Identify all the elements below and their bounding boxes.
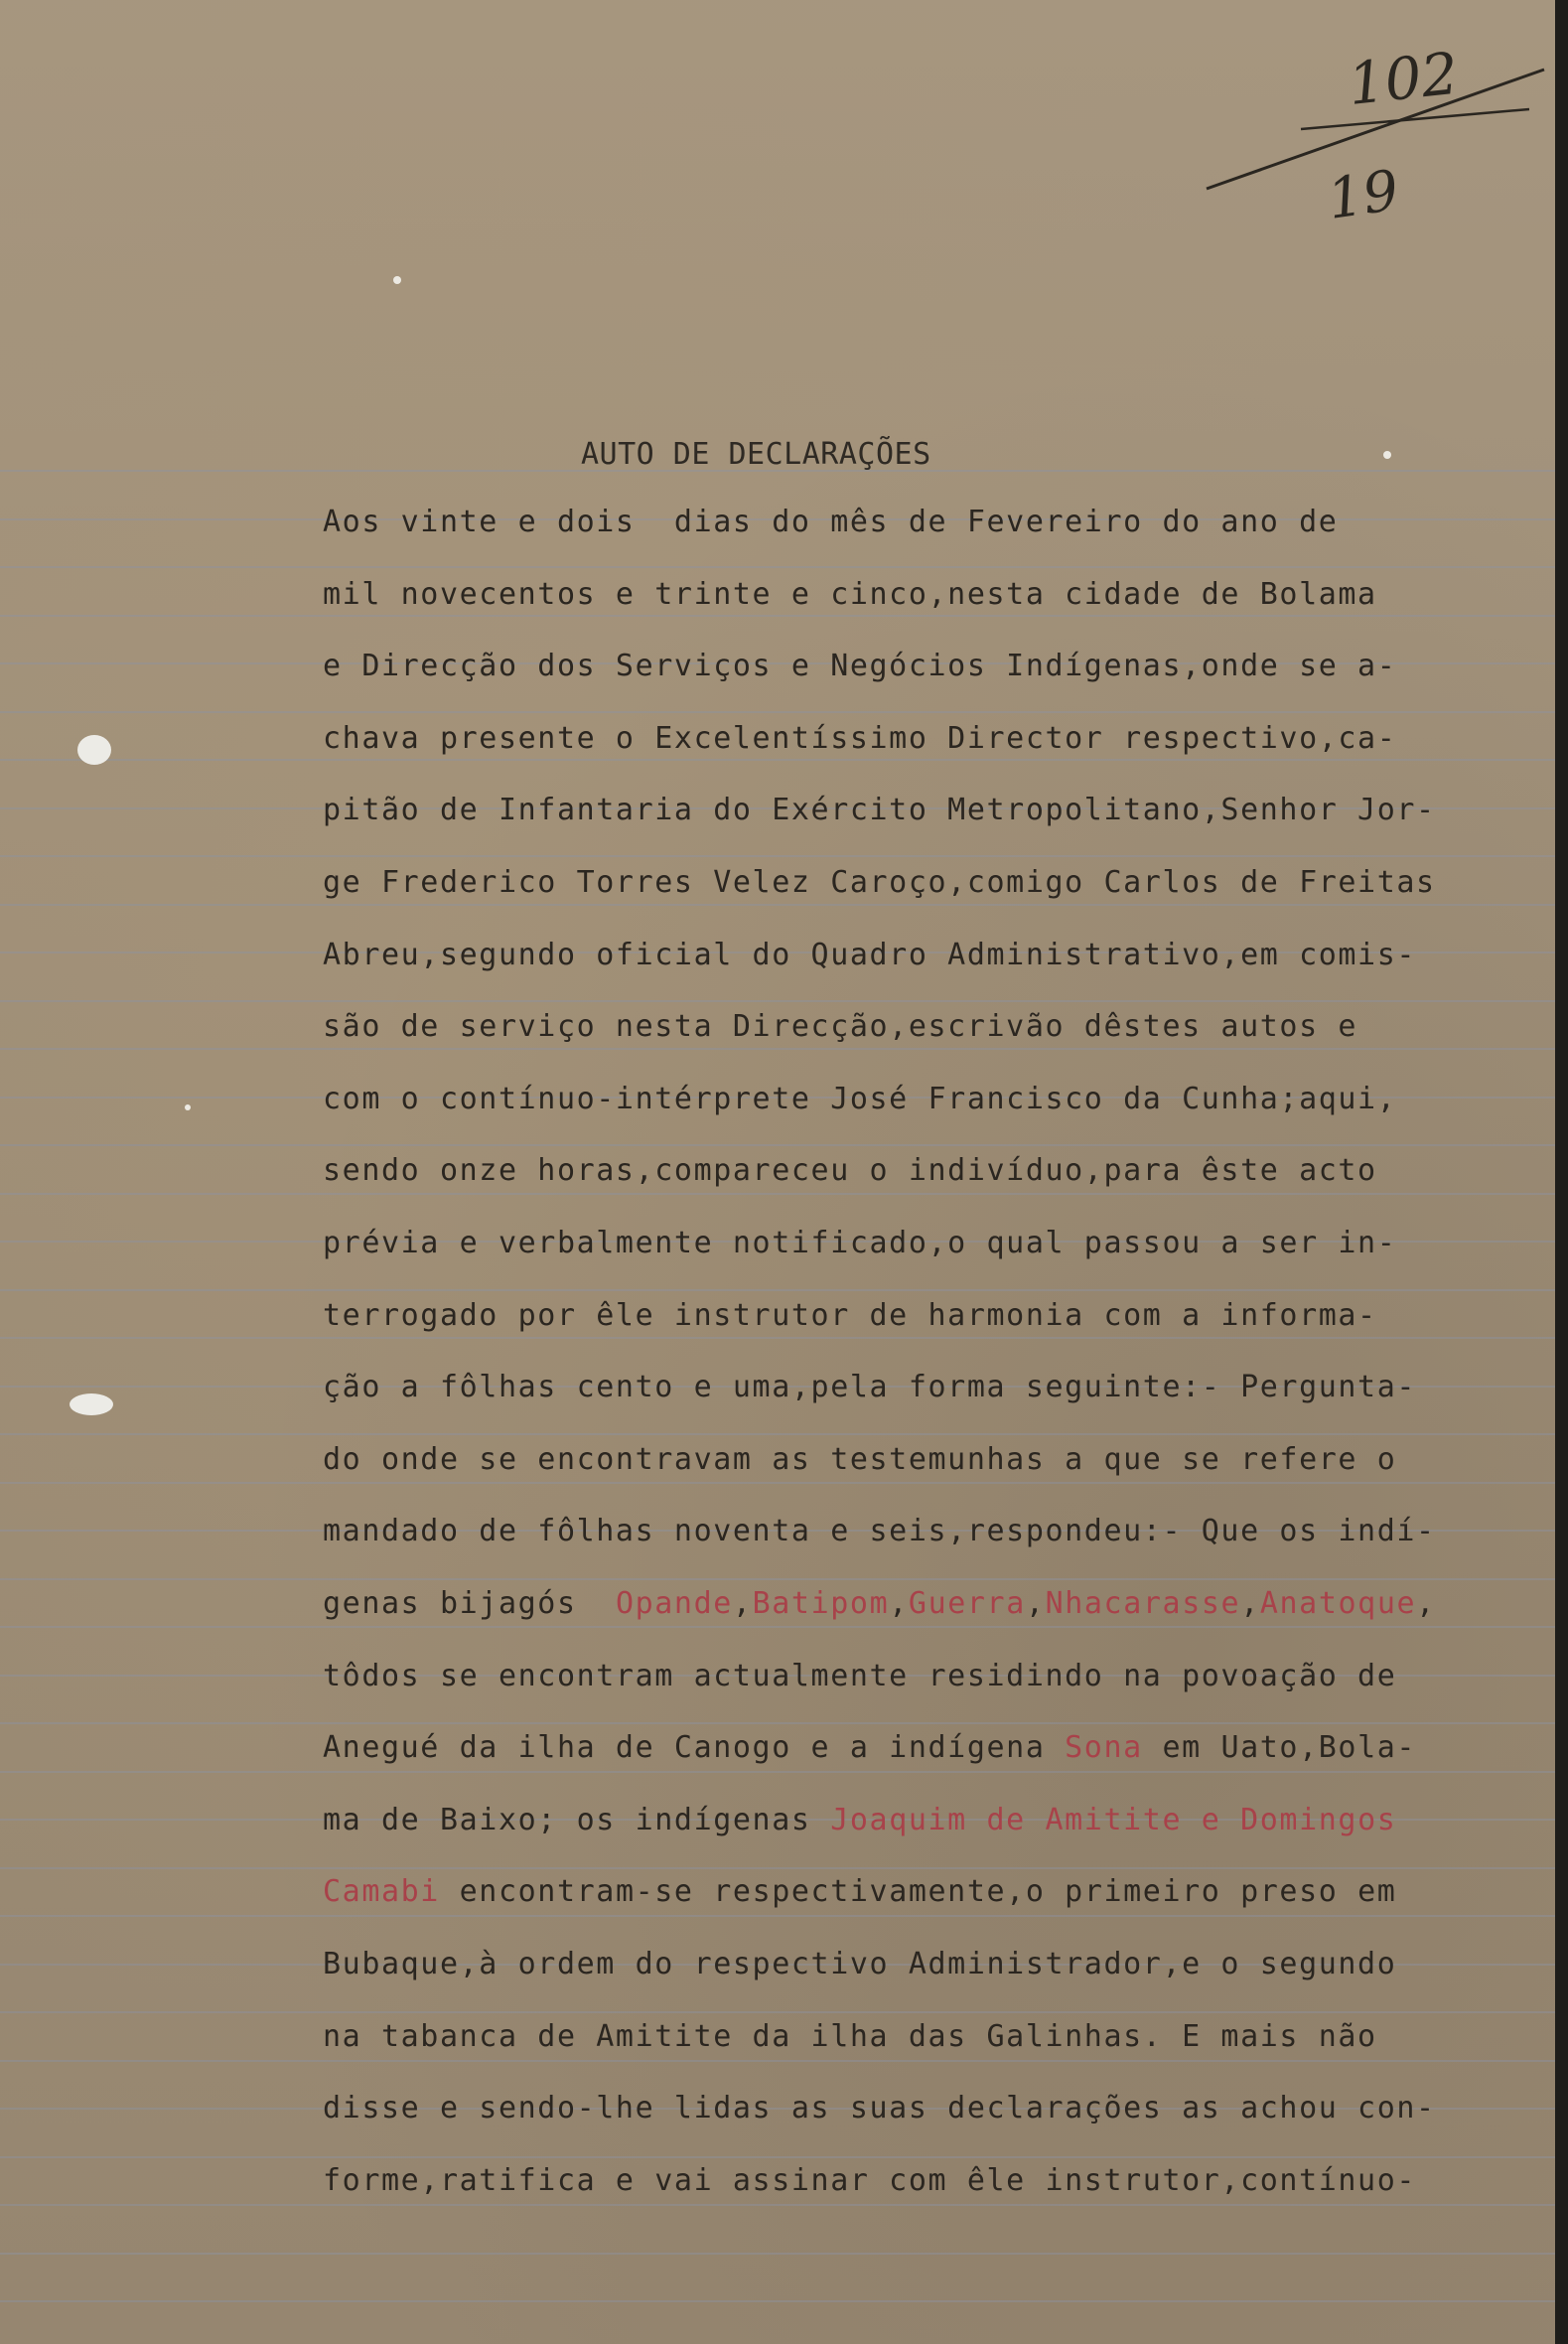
text-segment: ção a fôlhas cento e uma,pela forma seguinte:- Pergunta-	[323, 1370, 1417, 1404]
text-line	[323, 721, 1396, 757]
paper-fleck	[1383, 451, 1391, 459]
text-line	[323, 1082, 1396, 1117]
text-segment: são de serviço nesta Direcção,escrivão dêstes autos e	[323, 1009, 1358, 1044]
text-segment: terrogado por êle instrutor de harmonia com a informa-	[323, 1298, 1377, 1333]
text-segment: disse e sendo-lhe lidas as suas declarações as achou con-	[323, 2091, 1436, 2125]
text-line	[323, 793, 1436, 828]
document-title: AUTO DE DECLARAÇÕES	[581, 437, 931, 472]
text-line	[323, 2163, 1416, 2199]
text-segment: ,	[1025, 1586, 1046, 1621]
person-name: Joaquim de Amitite e Domingos	[830, 1803, 1397, 1837]
text-segment: chava presente o Excelentíssimo Director respectivo,ca-	[323, 721, 1397, 756]
text-line	[323, 1298, 1377, 1334]
text-segment: na tabanca de Amitite da ilha das Galinhas. E mais não	[323, 2019, 1377, 2054]
text-line	[323, 1226, 1396, 1261]
punch-hole-bottom	[70, 1393, 113, 1415]
person-name: Opande	[615, 1586, 733, 1621]
person-name: Anatoque	[1259, 1586, 1417, 1621]
text-line	[323, 2091, 1436, 2126]
text-line	[323, 1730, 1416, 1766]
text-line	[323, 865, 1436, 901]
folio-number-handwritten	[1192, 40, 1555, 268]
text-segment: prévia e verbalmente notificado,o qual passou a ser in-	[323, 1226, 1397, 1260]
folio-number-text: 102	[1345, 40, 1462, 118]
text-segment: encontram-se respectivamente,o primeiro preso em	[439, 1874, 1397, 1909]
text-segment: ma de Baixo; os indígenas	[323, 1803, 831, 1837]
person-name: Nhacarasse	[1045, 1586, 1241, 1621]
folio-mark-text: 19	[1323, 158, 1403, 232]
paper-fleck	[393, 276, 401, 284]
text-line	[323, 1370, 1416, 1405]
text-line	[323, 1153, 1377, 1189]
text-segment: em Uato,Bola-	[1142, 1730, 1417, 1765]
text-segment: Bubaque,à ordem do respectivo Administrador,e o segundo	[323, 1947, 1397, 1981]
text-line	[323, 577, 1377, 613]
person-name: Guerra	[908, 1586, 1026, 1621]
folio-underline-2	[1301, 109, 1529, 129]
text-line	[323, 1009, 1357, 1045]
text-segment: sendo onze horas,compareceu o indivíduo,para êste acto	[323, 1153, 1377, 1188]
punch-hole-top	[77, 735, 111, 765]
text-line	[323, 505, 1338, 540]
text-segment: ,	[1240, 1586, 1260, 1621]
text-segment: do onde se encontravam as testemunhas a que se refere o	[323, 1442, 1397, 1477]
text-segment: Anegué da ilha de Canogo e a indígena	[323, 1730, 1066, 1765]
person-name: Sona	[1065, 1730, 1143, 1765]
text-segment: Abreu,segundo oficial do Quadro Administrativo,em comis-	[323, 938, 1417, 972]
text-line	[323, 1586, 1436, 1622]
text-line	[323, 1947, 1396, 1982]
text-segment: ge Frederico Torres Velez Caroço,comigo Carlos de Freitas	[323, 865, 1436, 900]
text-segment: pitão de Infantaria do Exército Metropolitano,Senhor Jor-	[323, 793, 1436, 827]
text-line	[323, 1442, 1396, 1478]
text-segment: forme,ratifica e vai assinar com êle instrutor,contínuo-	[323, 2163, 1417, 2198]
text-line	[323, 1874, 1396, 1910]
person-name: Camabi	[323, 1874, 440, 1909]
text-segment: ,	[889, 1586, 909, 1621]
text-line	[323, 649, 1396, 684]
text-segment: e Direcção dos Serviços e Negócios Indígenas,onde se a-	[323, 649, 1397, 683]
text-line	[323, 1803, 1396, 1838]
text-line	[323, 2019, 1377, 2055]
text-segment: ,	[1416, 1586, 1436, 1621]
text-segment: ,	[732, 1586, 753, 1621]
text-segment: tôdos se encontram actualmente residindo na povoação de	[323, 1659, 1397, 1693]
text-segment: genas bijagós	[323, 1586, 616, 1621]
text-line	[323, 1514, 1436, 1549]
text-segment: mandado de fôlhas noventa e seis,respondeu:- Que os indí-	[323, 1514, 1436, 1548]
paper-fleck	[185, 1104, 191, 1110]
text-line	[323, 1659, 1396, 1694]
text-segment: mil novecentos e trinte e cinco,nesta cidade de Bolama	[323, 577, 1377, 612]
text-segment: com o contínuo-intérprete José Francisco da Cunha;aqui,	[323, 1082, 1397, 1116]
text-line	[323, 938, 1416, 973]
text-segment: Aos vinte e dois dias do mês de Fevereiro do ano de	[323, 505, 1339, 539]
person-name: Batipom	[752, 1586, 890, 1621]
